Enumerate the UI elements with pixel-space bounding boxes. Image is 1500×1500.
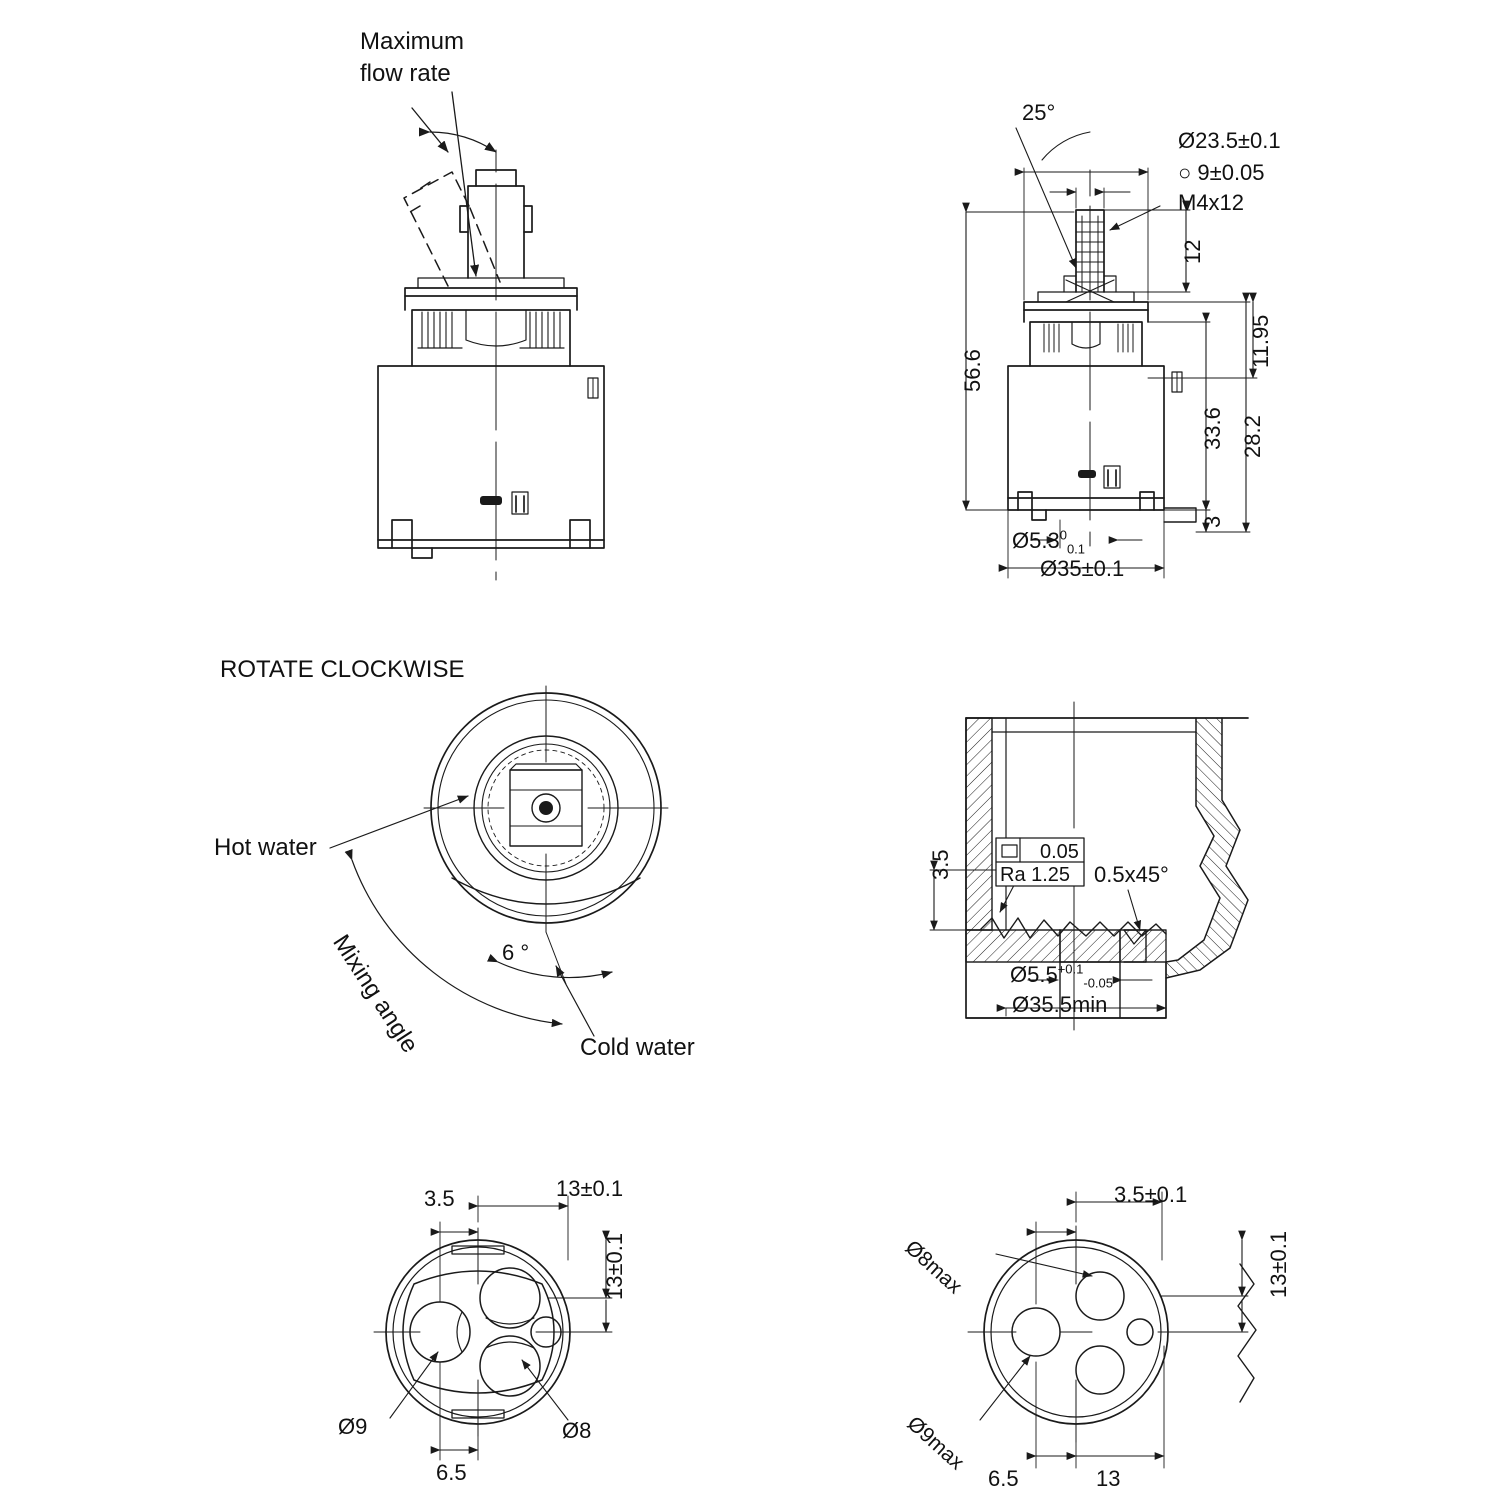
dim-dia-5-3: $Ø5.3^0_{0.1}$ — [1012, 527, 1086, 557]
label-maximum: Maximum — [360, 28, 465, 55]
tol-upper: +0.1 — [1057, 961, 1084, 977]
label-mixing-angle: Mixing angle — [327, 930, 424, 1058]
dim-dia-5-5: $Ø5.5^{+0.1}_{-0.05}$ — [1010, 961, 1114, 991]
dim-3-5-cartridge: 3.5 — [424, 1186, 455, 1211]
dim-angle-6: 6 ° — [502, 940, 530, 965]
dim-6-5-housing: 6.5 — [988, 1466, 1019, 1491]
dim-dia-35-5-min: Ø35.5min — [1012, 992, 1108, 1017]
label-hot-water: Hot water — [214, 834, 317, 861]
dim-12: 12 — [1180, 239, 1205, 264]
dim-13-housing: 13 — [1096, 1466, 1121, 1491]
label-cold-water: Cold water — [580, 1034, 695, 1061]
dim-13-v-cartridge: 13±0.1 — [602, 1232, 627, 1300]
dim-3-5-section: 3.5 — [928, 849, 953, 880]
dim-6-5-cartridge: 6.5 — [436, 1460, 467, 1485]
dim-dia-9-max: Ø9max — [902, 1412, 969, 1475]
dim-3: 3 — [1200, 515, 1225, 528]
dim-13-v-housing: 13±0.1 — [1266, 1230, 1291, 1298]
dim-thread-m4: M4x12 — [1178, 190, 1245, 215]
dim-angle-25: 25° — [1022, 100, 1056, 125]
gdt-roughness: Ra 1.25 — [1000, 864, 1071, 886]
tol-upper: 0 — [1059, 527, 1067, 543]
gdt-flatness-value: 0.05 — [1040, 841, 1079, 863]
label-rotate-clockwise: ROTATE CLOCKWISE — [220, 656, 465, 683]
dim-dia-9: Ø9 — [338, 1414, 368, 1439]
label-flow-rate: flow rate — [360, 60, 451, 87]
dim-28-2: 28.2 — [1240, 415, 1265, 458]
dim-dia-8-max: Ø8max — [900, 1236, 967, 1299]
dim-dia-8: Ø8 — [562, 1418, 592, 1443]
dim-dia-35: Ø35±0.1 — [1040, 556, 1125, 581]
view-bottom-housing — [968, 1192, 1256, 1468]
tol-lower: -0.05 — [1083, 975, 1114, 991]
dim-dia-23-5: Ø23.5±0.1 — [1178, 128, 1281, 153]
dim-11-95: 11.95 — [1248, 314, 1273, 368]
view-front-flow — [378, 92, 604, 580]
dim-33-6: 33.6 — [1200, 407, 1225, 450]
dim-chamfer: 0.5x45° — [1094, 862, 1169, 887]
tol-lower: 0.1 — [1066, 541, 1086, 557]
dim-56-6: 56.6 — [960, 349, 985, 392]
dim-13-h-cartridge: 13±0.1 — [556, 1176, 624, 1201]
dim-hole-9: ○ 9±0.05 — [1178, 160, 1265, 185]
dim-3-5-housing: 3.5±0.1 — [1114, 1182, 1188, 1207]
